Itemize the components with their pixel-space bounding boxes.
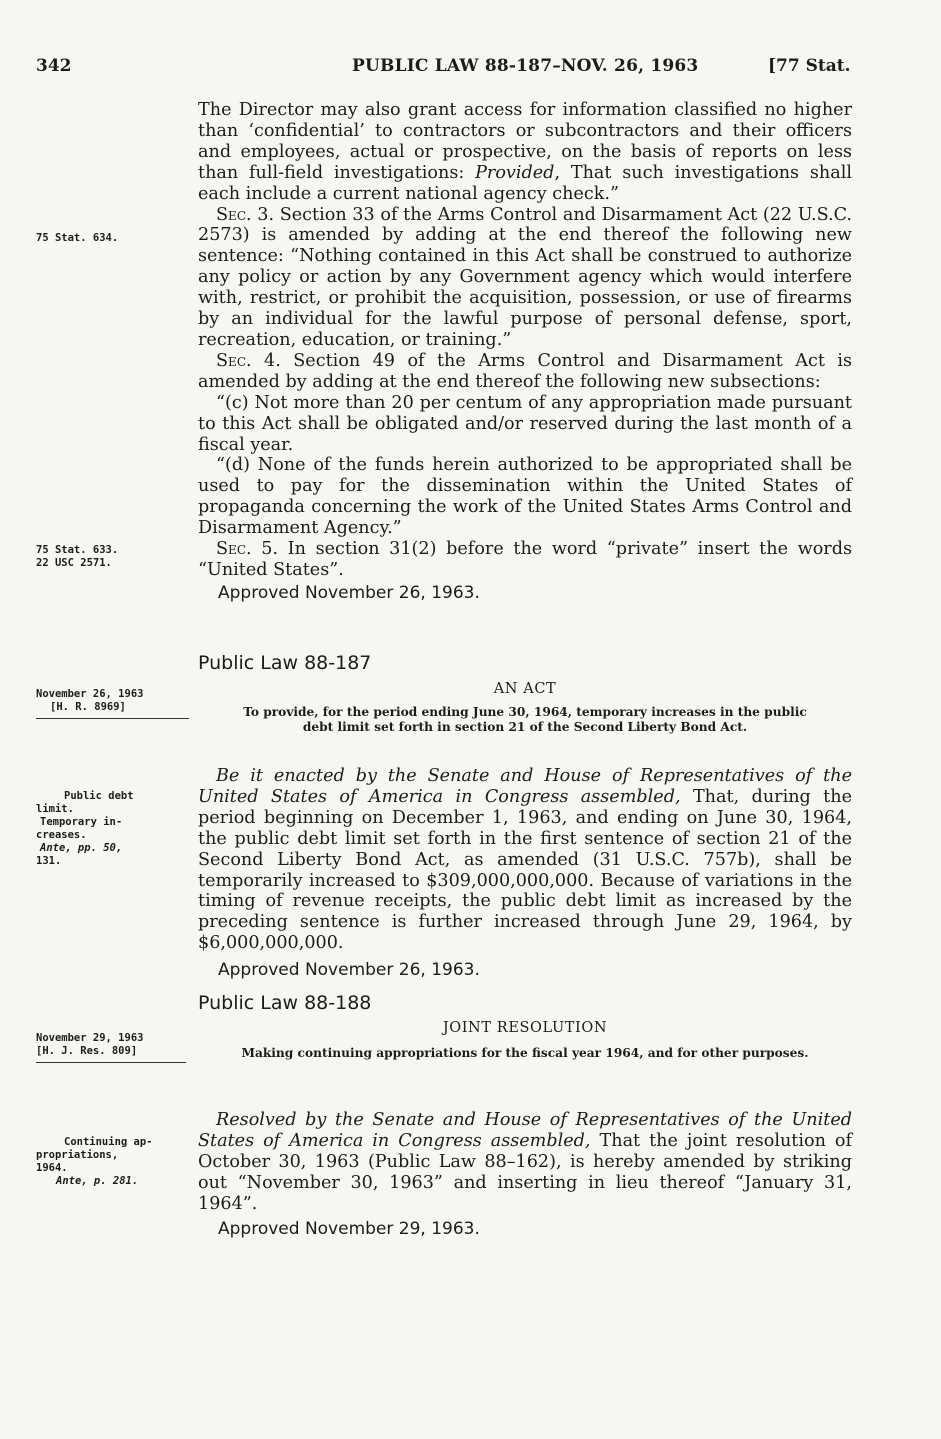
law-187-date-bill: November 26, 1963 [H. R. 8969] — [36, 688, 144, 713]
page-number: 342 — [36, 56, 72, 76]
margin-note-sec3: 75 Stat. 634. — [36, 232, 119, 244]
margin-note-public-debt: Public debt limit. Temporary in- creases. Ante, pp. 50, 131. — [36, 790, 134, 867]
approved-line-1: Approved November 26, 1963. — [218, 582, 480, 603]
margin-note-sec5: 75 Stat. 633. 22 USC 2571. — [36, 544, 119, 569]
law-188-date-bill: November 29, 1963 [H. J. Res. 809] — [36, 1032, 144, 1057]
act-label: AN ACT — [493, 681, 557, 697]
approved-line-2: Approved November 26, 1963. — [218, 960, 480, 981]
margin-rule-187 — [36, 718, 189, 719]
margin-note-continuing: Continuing ap- propriations, 1964. Ante, p. 281. — [36, 1136, 153, 1187]
section-3-paragraph: Sec. 3. Section 33 of the Arms Control and Disarmament Act (22 U.S.C. 2573) is amended by adding at the end thereof the following new sentence: “Nothing contained in this Act shall be construed to authorize any policy or action by any Government agency which would interfere with, restrict, or prohibit the acquisition, possession, or use of firearms by an individual for the lawful purpose of personal defense, sport, recreation, education, or training.” — [198, 204, 853, 350]
director-access-paragraph: The Director may also grant access for information classified no higher than ‘confidential’ to contractors or subcontractors and their officers and employees, actual or prospective, on the basis of reports on less than full-field investigations: Provided, That such investigations shall each include a current national agency check.” — [198, 100, 852, 204]
subsection-c-paragraph: “(c) Not more than 20 per centum of any appropriation made pursuant to this Act shall be obligated and/or reserved during the last month of a fiscal year. — [198, 392, 852, 455]
law-188-body — [198, 1110, 852, 1239]
law-187-caption: To provide, for the period ending June 30, 1964, temporary increases in the public debt limit set forth in section 21 of the Second Liberty Bond Act. — [243, 705, 807, 734]
margin-rule-188 — [36, 1062, 186, 1063]
subsection-d-paragraph: “(d) None of the funds herein authorized to be appropriated shall be used to pay for the dissemination within the United States of propaganda concerning the work of the United States Arms Control and Disarmament Agency.” — [198, 455, 852, 539]
page-header — [0, 56, 941, 84]
statute-reference: [77 Stat. — [768, 56, 851, 76]
enacting-clause-paragraph: Be it enacted by the Senate and House of Representatives of the United States of America in Congress assembled, That, during the period beginning on December 1, 1963, and ending on June 30, 1964, the public debt limit set forth in the first sentence of section 21 of the Second Liberty Bond Act, as amended (31 U.S.C. 757b), shall be temporarily increased to $309,000,000,000. Because of variations in the timing of revenue receipts, the public debt limit as increased by the preceding sentence is further increased through June 29, 1964, by $6,000,000,000. — [198, 766, 852, 954]
running-head: PUBLIC LAW 88-187–NOV. 26, 1963 — [352, 56, 699, 76]
law-title-88-188: Public Law 88-188 — [198, 992, 372, 1014]
law-188-caption: Making continuing appropriations for the fiscal year 1964, and for other purposes. — [241, 1046, 809, 1060]
joint-resolution-label: JOINT RESOLUTION — [442, 1020, 608, 1036]
continued-section-text — [198, 100, 852, 604]
section-5-paragraph: Sec. 5. In section 31(2) before the word “private” insert the words “United States”. — [198, 539, 852, 580]
approved-line-3: Approved November 29, 1963. — [218, 1218, 480, 1239]
resolving-clause-paragraph: Resolved by the Senate and House of Representatives of the United States of America in Congress assembled, That the joint resolution of October 30, 1963 (Public Law 88–162), is hereby amended by striking out “November 30, 1963” and inserting in lieu thereof “January 31, 1964”. — [198, 1110, 853, 1214]
law-187-body — [198, 766, 852, 981]
law-title-88-187: Public Law 88-187 — [198, 652, 372, 674]
section-4-paragraph: Sec. 4. Section 49 of the Arms Control and Disarmament Act is amended by adding at the end thereof the following new subsections: — [198, 350, 853, 392]
